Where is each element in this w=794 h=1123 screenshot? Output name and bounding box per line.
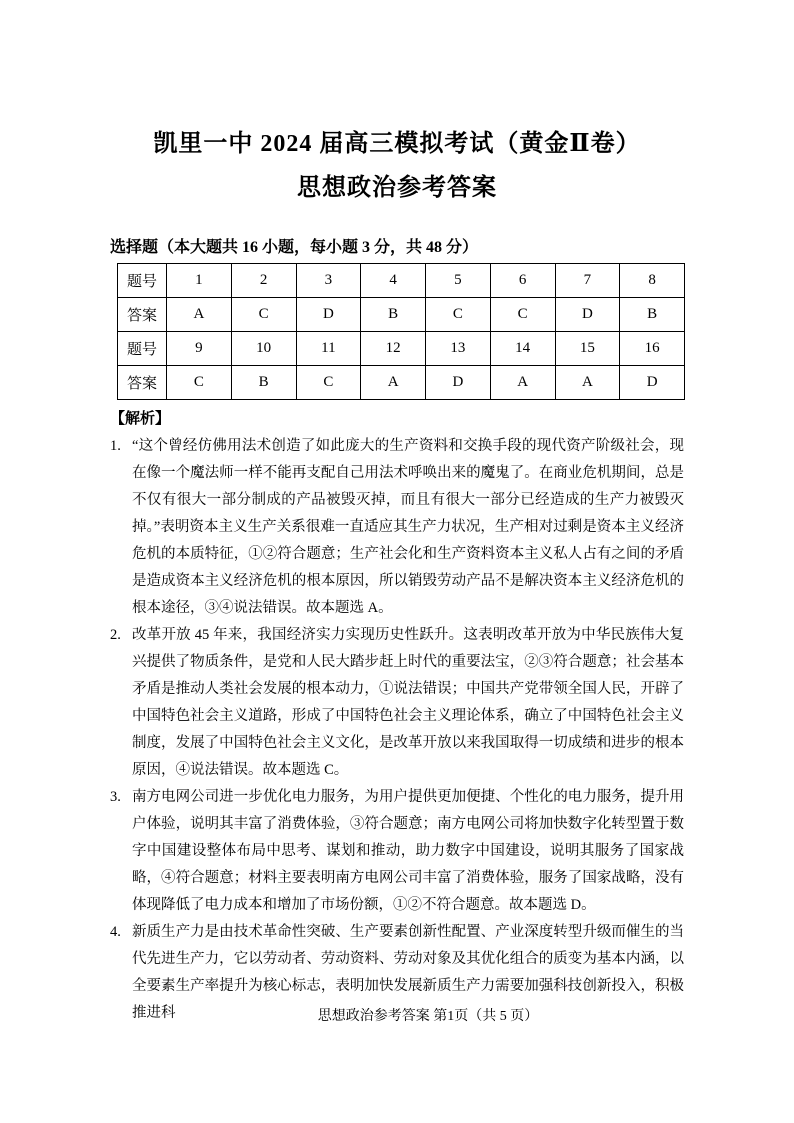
question-number-cell: 13 [426,332,491,366]
question-number-cell: 3 [296,264,361,298]
question-number-cell: 6 [490,264,555,298]
answer-cell: A [490,366,555,400]
answer-cell: B [361,298,426,332]
analysis-item-3 [110,784,684,919]
table-row-question-numbers-9-16 [118,332,685,366]
answer-cell: B [620,298,685,332]
item-number: 1. [110,438,121,454]
answer-cell: B [231,366,296,400]
answer-cell: C [167,366,232,400]
answer-cell: C [231,298,296,332]
analysis-list [110,433,684,1027]
question-number-cell: 8 [620,264,685,298]
page-subtitle: 思想政治参考答案 [297,175,497,201]
answer-cell: C [426,298,491,332]
analysis-heading: 【解析】 [110,411,171,427]
item-number: 4. [110,924,121,940]
question-number-cell: 5 [426,264,491,298]
question-number-cell: 11 [296,332,361,366]
row-header-cell: 题号 [118,264,167,298]
answer-cell: C [490,298,555,332]
question-number-cell: 7 [555,264,620,298]
answer-cell: A [555,366,620,400]
item-number: 3. [110,789,121,805]
question-number-cell: 14 [490,332,555,366]
item-text: “这个曾经仿佛用法术创造了如此庞大的生产资料和交换手段的现代资产阶级社会，现在像一个魔法师一样不能再支配自己用法术呼唤出来的魔鬼了。在商业危机期间，总是不仅有很大一部分制成的产品被毁灭掉，而且有很大一部分已经造成的生产力被毁灭掉。”表明资本主义生产关系很难一直适应其生产力状况，生产相对过剩是资本主义经济危机的本质特征，①②符合题意；生产社会化和生产资料资本主义私人占有之间的矛盾是造成资本主义经济危机的根本原因，所以销毁劳动产品不是解决资本主义经济危机的根本途径，③④说法错误。故本题选 A。 [132,438,684,616]
page-footer: 思想政治参考答案 第1页（共 5 页） [317,1009,539,1024]
row-header-cell: 题号 [118,332,167,366]
page-title: 凯里一中 2024 届高三模拟考试（黄金Ⅱ卷） [153,131,641,157]
answer-cell: D [555,298,620,332]
question-number-cell: 16 [620,332,685,366]
row-header-cell: 答案 [118,366,167,400]
question-number-cell: 12 [361,332,426,366]
section-heading: 选择题（本大题共 16 小题，每小题 3 分，共 48 分） [110,239,479,256]
answer-cell: C [296,366,361,400]
answer-cell: A [361,366,426,400]
table-row-question-numbers-1-8 [118,264,685,298]
answer-table [117,263,685,400]
question-number-cell: 2 [231,264,296,298]
item-text: 新质生产力是由技术革命性突破、生产要素创新性配置、产业深度转型升级而催生的当代先进生产力，它以劳动者、劳动资料、劳动对象及其优化组合的质变为基本内涵，以全要素生产率提升为核心标志，表明加快发展新质生产力需要加强科技创新投入，积极推进科 [132,924,684,1021]
question-number-cell: 4 [361,264,426,298]
item-text: 南方电网公司进一步优化电力服务，为用户提供更加便捷、个性化的电力服务，提升用户体验，说明其丰富了消费体验，③符合题意；南方电网公司将加快数字化转型置于数字中国建设整体布局中思考、谋划和推动，助力数字中国建设，说明其服务了国家战略，④符合题意；材料主要表明南方电网公司丰富了消费体验，服务了国家战略，没有体现降低了电力成本和增加了市场份额，①②不符合题意。故本题选 D。 [132,789,684,913]
answer-cell: A [167,298,232,332]
question-number-cell: 15 [555,332,620,366]
analysis-item-1 [110,433,684,622]
item-text: 改革开放 45 年来，我国经济实力实现历史性跃升。这表明改革开放为中华民族伟大复兴提供了物质条件，是党和人民大踏步赶上时代的重要法宝，②③符合题意；社会基本矛盾是推动人类社会发展的根本动力，①说法错误；中国共产党带领全国人民，开辟了中国特色社会主义道路，形成了中国特色社会主义理论体系，确立了中国特色社会主义制度，发展了中国特色社会主义文化，是改革开放以来我国取得一切成绩和进步的根本原因，④说法错误。故本题选 C。 [132,627,684,778]
table-row-answers-1-8 [118,298,685,332]
answer-cell: D [296,298,361,332]
row-header-cell: 答案 [118,298,167,332]
question-number-cell: 10 [231,332,296,366]
table-row-answers-9-16 [118,366,685,400]
question-number-cell: 1 [167,264,232,298]
analysis-item-2 [110,622,684,784]
item-number: 2. [110,627,121,643]
question-number-cell: 9 [167,332,232,366]
answer-cell: D [620,366,685,400]
answer-cell: D [426,366,491,400]
